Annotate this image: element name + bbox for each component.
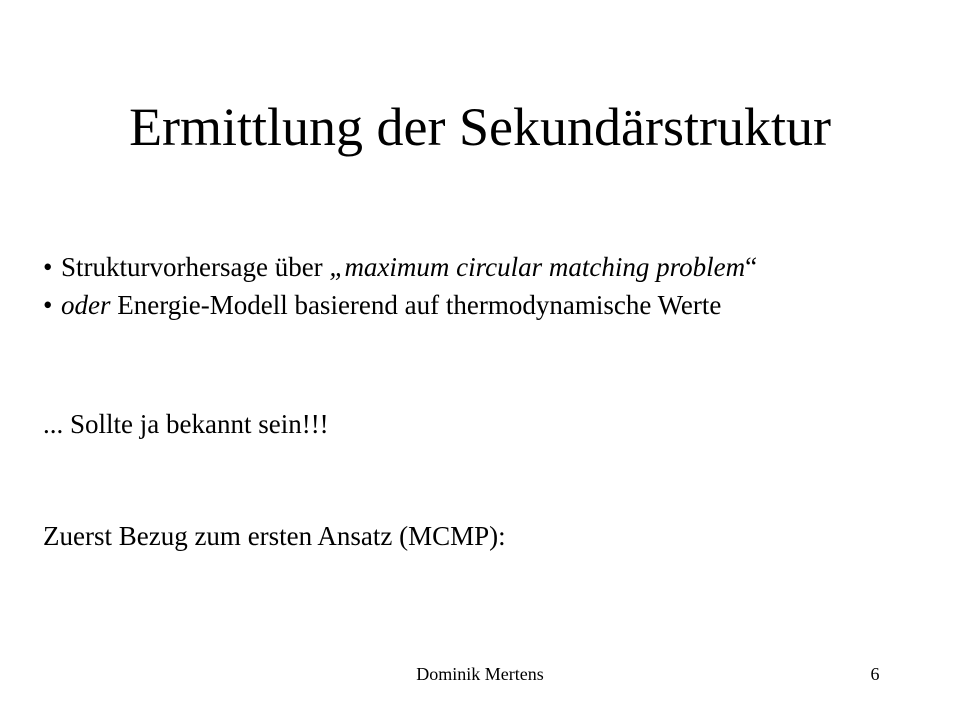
footer-page-number: 6 [870,664,880,684]
bullet-text-suffix: Energie-Modell basierend auf thermodynamische Werte [110,290,722,320]
bullet-list [43,248,943,324]
bullet-text-emphasis: oder [61,290,111,320]
footer-author: Dominik Mertens [416,664,544,684]
bullet-item-mcmp [43,248,943,286]
bullet-item-energy-model [43,286,943,324]
body-line-known: ... Sollte ja bekannt sein!!! [43,409,329,439]
slide-title: Ermittlung der Sekundärstruktur [129,97,831,157]
bullet-icon: • [43,290,53,320]
bullet-text-emphasis: „maximum circular matching problem [329,252,746,282]
bullet-text-prefix: Strukturvorhersage über [61,252,330,282]
body-line-first-approach: Zuerst Bezug zum ersten Ansatz (MCMP): [43,521,506,551]
bullet-icon: • [43,252,53,282]
bullet-text-suffix: “ [745,252,758,282]
